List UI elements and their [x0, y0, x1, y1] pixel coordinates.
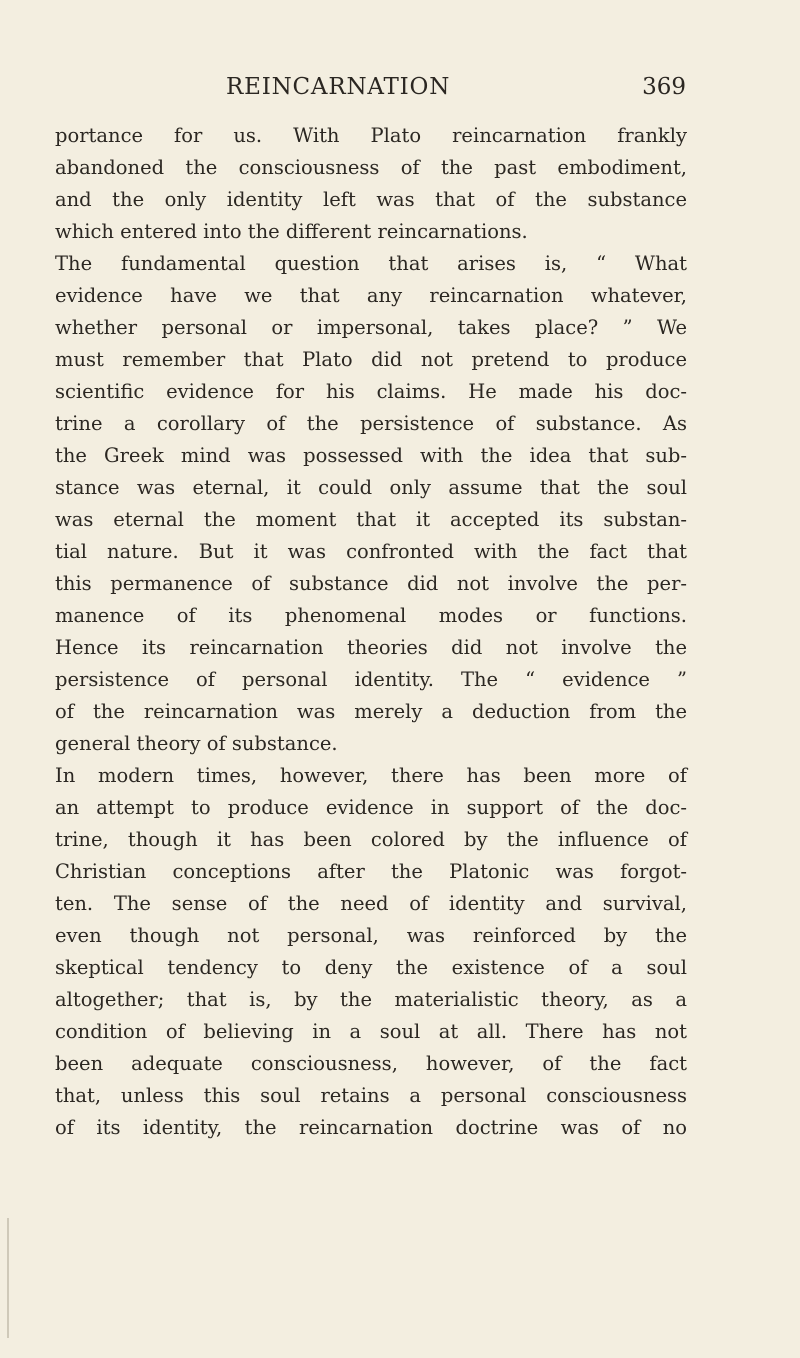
text-line: trine a corollary of the persistence of substance. As [55, 412, 687, 435]
text-line: whether personal or impersonal, takes place? ” We [55, 316, 687, 339]
text-line: been adequate consciousness, however, of the fact [55, 1052, 687, 1075]
text-line: stance was eternal, it could only assume that the soul [55, 476, 687, 499]
text-line: In modern times, however, there has been more of [55, 764, 687, 787]
text-line: general theory of substance. [55, 732, 338, 755]
text-line: skeptical tendency to deny the existence of a soul [55, 956, 687, 979]
text-line: which entered into the different reincarnations. [55, 220, 528, 243]
page-header [226, 74, 686, 110]
text-line: must remember that Plato did not pretend to produce [55, 348, 687, 371]
text-line: manence of its phenomenal modes or functions. [55, 604, 687, 627]
text-line: and the only identity left was that of the substance [55, 188, 687, 211]
text-line: even though not personal, was reinforced by the [55, 924, 687, 947]
text-line: the Greek mind was possessed with the idea that sub- [55, 444, 687, 467]
text-line: this permanence of substance did not involve the per- [55, 572, 687, 595]
text-line: portance for us. With Plato reincarnation frankly [55, 124, 687, 147]
page-number: 369 [642, 74, 686, 100]
text-line: tial nature. But it was confronted with the fact that [55, 540, 687, 563]
text-line: an attempt to produce evidence in support of the doc- [55, 796, 687, 819]
text-line: evidence have we that any reincarnation whatever, [55, 284, 687, 307]
text-line: persistence of personal identity. The “ evidence ” [55, 668, 687, 691]
text-line: Christian conceptions after the Platonic was forgot- [55, 860, 687, 883]
margin-mark [7, 1218, 9, 1338]
text-line: that, unless this soul retains a personal consciousness [55, 1084, 687, 1107]
text-line: of the reincarnation was merely a deduction from the [55, 700, 687, 723]
text-line: scientific evidence for his claims. He made his doc- [55, 380, 687, 403]
text-line: condition of believing in a soul at all. There has not [55, 1020, 687, 1043]
running-title: REINCARNATION [226, 74, 451, 100]
text-line: of its identity, the reincarnation doctrine was of no [55, 1116, 687, 1139]
text-line: Hence its reincarnation theories did not involve the [55, 636, 687, 659]
text-line: The fundamental question that arises is, “ What [55, 252, 687, 275]
text-line: altogether; that is, by the materialistic theory, as a [55, 988, 687, 1011]
text-line: was eternal the moment that it accepted its substan- [55, 508, 687, 531]
text-line: abandoned the consciousness of the past embodiment, [55, 156, 687, 179]
text-line: trine, though it has been colored by the influence of [55, 828, 687, 851]
text-line: ten. The sense of the need of identity and survival, [55, 892, 687, 915]
